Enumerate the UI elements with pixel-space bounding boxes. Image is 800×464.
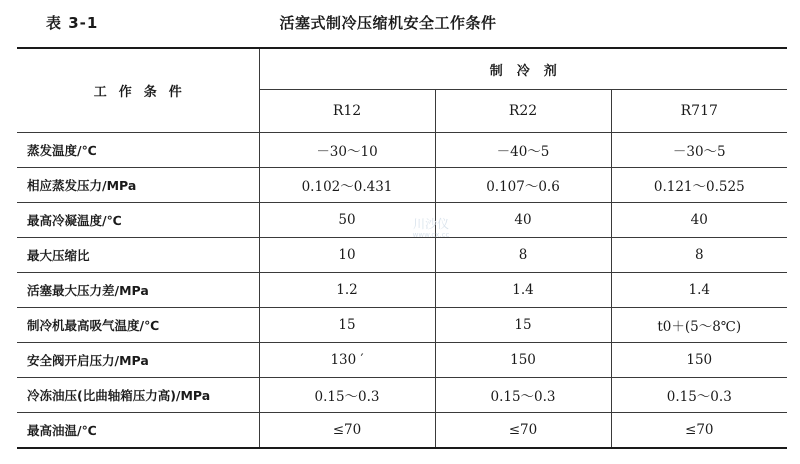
column-header-r717: R717 — [611, 90, 787, 133]
cell-value: t0＋(5～8℃) — [611, 308, 787, 343]
column-header-r22: R22 — [435, 90, 611, 133]
cell-value: 0.102～0.431 — [259, 168, 435, 203]
row-label: 最高油温/℃ — [17, 413, 259, 449]
cell-value: 150 — [435, 343, 611, 378]
condition-header: 工作条件 — [17, 48, 259, 133]
cell-value: 150 — [611, 343, 787, 378]
refrigerant-header: 制冷剂 — [259, 48, 787, 90]
cell-value: 0.121～0.525 — [611, 168, 787, 203]
table-row — [17, 238, 787, 273]
cell-value: 0.15～0.3 — [611, 378, 787, 413]
table-row — [17, 343, 787, 378]
row-label: 相应蒸发压力/MPa — [17, 168, 259, 203]
row-label: 最高冷凝温度/℃ — [17, 203, 259, 238]
watermark-text: 川沙仪 — [412, 217, 449, 231]
cell-value: 15 — [435, 308, 611, 343]
cell-value: 0.15～0.3 — [259, 378, 435, 413]
cell-value: －30～5 — [611, 133, 787, 168]
row-label: 安全阀开启压力/MPa — [17, 343, 259, 378]
row-label: 冷冻油压(比曲轴箱压力高)/MPa — [17, 378, 259, 413]
cell-value: ≤70 — [259, 413, 435, 449]
cell-value: 50 — [259, 203, 435, 238]
cell-value: －40～5 — [435, 133, 611, 168]
header-row-1 — [17, 48, 787, 90]
cell-value: 1.2 — [259, 273, 435, 308]
table-title: 活塞式制冷压缩机安全工作条件 — [279, 14, 497, 32]
row-label: 制冷机最高吸气温度/℃ — [17, 308, 259, 343]
safety-conditions-table — [17, 47, 787, 449]
table-row — [17, 273, 787, 308]
column-header-r12: R12 — [259, 90, 435, 133]
cell-value: ≤70 — [435, 413, 611, 449]
cell-value: 130 ′ — [259, 343, 435, 378]
cell-value: ≤70 — [611, 413, 787, 449]
cell-value: 0.107～0.6 — [435, 168, 611, 203]
table-number: 表 3-1 — [46, 14, 99, 32]
row-label: 活塞最大压力差/MPa — [17, 273, 259, 308]
table-row — [17, 413, 787, 449]
cell-value: 40 — [611, 203, 787, 238]
cell-value: 8 — [611, 238, 787, 273]
row-label: 最大压缩比 — [17, 238, 259, 273]
cell-value: 40 — [435, 203, 611, 238]
watermark — [396, 218, 466, 239]
cell-value: 0.15～0.3 — [435, 378, 611, 413]
watermark-url: www.cx.cc — [412, 231, 450, 239]
cell-value: －30～10 — [259, 133, 435, 168]
cell-value: 8 — [435, 238, 611, 273]
cell-value: 10 — [259, 238, 435, 273]
table-row — [17, 168, 787, 203]
cell-value: 1.4 — [435, 273, 611, 308]
cell-value: 1.4 — [611, 273, 787, 308]
row-label: 蒸发温度/℃ — [17, 133, 259, 168]
table-row — [17, 133, 787, 168]
table-row — [17, 308, 787, 343]
table-row — [17, 378, 787, 413]
cell-value: 15 — [259, 308, 435, 343]
